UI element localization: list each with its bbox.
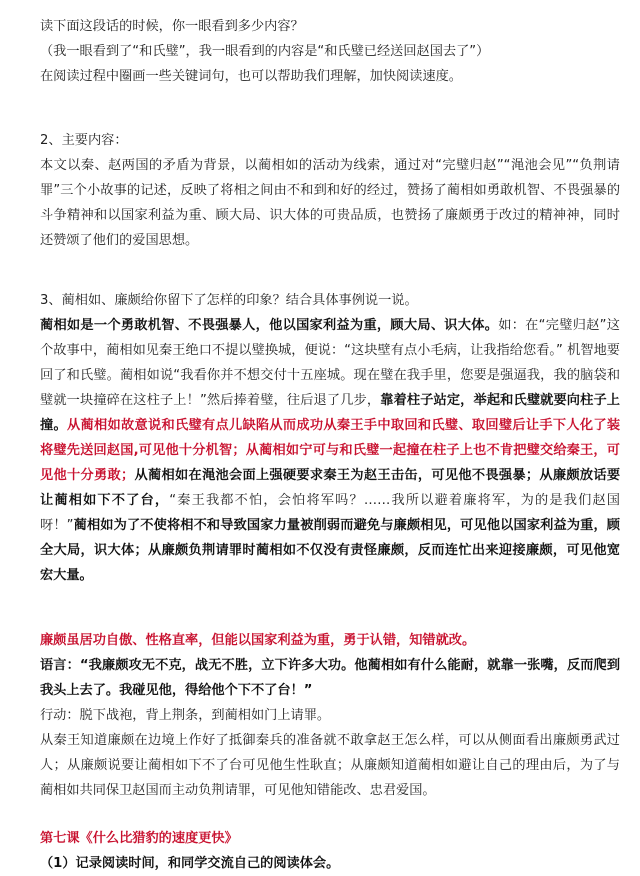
intro-line-2: （我一眼看到了“和氏璧”，我一眼看到的内容是“和氏璧已经送回赵国去了”） bbox=[40, 44, 490, 59]
intro-block bbox=[40, 14, 620, 89]
xiangru-quote: “秦王我都不怕，会怕将军吗？……我所以避着廉将军，为的是我们赵国呀！” bbox=[40, 493, 620, 533]
xiangru-analysis-bold: 从蔺相如在渑池会面上强硬要求秦王为赵王击缶，可见他不畏强暴；从廉颇放话要让蔺相如下不了台， bbox=[40, 468, 621, 508]
xiangru-action: 靠着柱子站定，举起和氏璧就要向柱子上撞。 bbox=[40, 393, 620, 433]
xiangru-example: 如：在“完璧归赵”这个故事中，蔺相如见秦王绝口不提以璧换城，便说：“这块壁有点小毛病，让我指给您看。” 机智地要回了和氏璧。蔺相如说“我看你并不想交付十五座城。现在璧在我手里，您要是强逼我，我的脑袋和璧就一块撞碎在这柱子上！”然后捧着璧，往后退了几步， bbox=[40, 318, 620, 408]
section-3-title: 3、蔺相如、廉颇给你留下了怎样的印象？结合具体事例说一说。 bbox=[40, 293, 418, 308]
lianpo-summary: 廉颇虽居功自傲、性格直率，但能以国家利益为重，勇于认错，知错就改。 bbox=[40, 633, 476, 648]
speech-label: 语言： bbox=[40, 658, 80, 673]
section-3-body bbox=[40, 313, 620, 588]
lianpo-block bbox=[40, 628, 620, 803]
lianpo-speech bbox=[40, 653, 620, 703]
section-3 bbox=[40, 288, 620, 588]
xiangru-conclusion: 蔺相如为了不使将相不和导致国家力量被削弱而避免与廉颇相见，可见他以国家利益为重，顾全大局，识大体；从廉颇负荆请罪时蔺相如不仅没有责怪廉颇，反而连忙出来迎接廉颇，可见他宽宏大量。 bbox=[40, 518, 620, 583]
speech-text: “我廉颇攻无不克，战无不胜，立下许多大功。他蔺相如有什么能耐，就靠一张嘴，反而爬到我头上去了。我碰见他，得给他个下不了台！” bbox=[40, 658, 621, 698]
lesson-7-title: 第七课《什么比猎豹的速度更快》 bbox=[40, 831, 238, 846]
section-2-title: 2、主要内容： bbox=[40, 133, 128, 148]
intro-line-1: 读下面这段话的时候，你一眼看到多少内容？ bbox=[40, 19, 304, 34]
section-2 bbox=[40, 128, 620, 253]
intro-line-3: 在阅读过程中圈画一些关键词句，也可以帮助我们理解，加快阅读速度。 bbox=[40, 69, 462, 84]
lesson-7 bbox=[40, 826, 620, 876]
lianpo-action: 行动：脱下战袍，背上荆条，到蔺相如门上请罪。 bbox=[40, 708, 331, 723]
section-2-body: 本文以秦、赵两国的矛盾为背景，以蔺相如的活动为线索，通过对“完璧归赵”“渑池会见”“负荆请罪”三个小故事的记述，反映了将相之间由不和到和好的经过，赞扬了蔺相如勇敢机智、不畏强暴的斗争精神和以国家利益为重、顾大局、识大体的可贵品质，也赞扬了廉颇勇于改过的精神神，同时还赞颂了他们的爱国思想。 bbox=[40, 158, 620, 248]
xiangru-summary: 蔺相如是一个勇敢机智、不畏强暴人，他以国家利益为重，顾大局、识大体。 bbox=[40, 318, 499, 333]
xiangru-analysis-red: 从蔺相如故意说和氏璧有点儿缺陷从而成功从秦王手中取回和氏璧、取回璧后让手下人化了装将璧先送回赵国,可见他十分机智；从蔺相如宁可与和氏璧一起撞在柱子上也不肯把璧交给秦王，可见他十分勇敢； bbox=[40, 418, 621, 483]
lesson-7-item-1: （1）记录阅读时间，和同学交流自己的阅读体会。 bbox=[40, 856, 340, 871]
lianpo-analysis: 从秦王知道廉颇在边境上作好了抵御秦兵的准备就不敢拿赵王怎么样，可以从侧面看出廉颇勇武过人；从廉颇说要让蔺相如下不了台可见他生性耿直；从廉颇知道蔺相如避让自己的理由后，为了与蔺相如共同保卫赵国而主动负荆请罪，可见他知错能改、忠君爱国。 bbox=[40, 733, 620, 798]
